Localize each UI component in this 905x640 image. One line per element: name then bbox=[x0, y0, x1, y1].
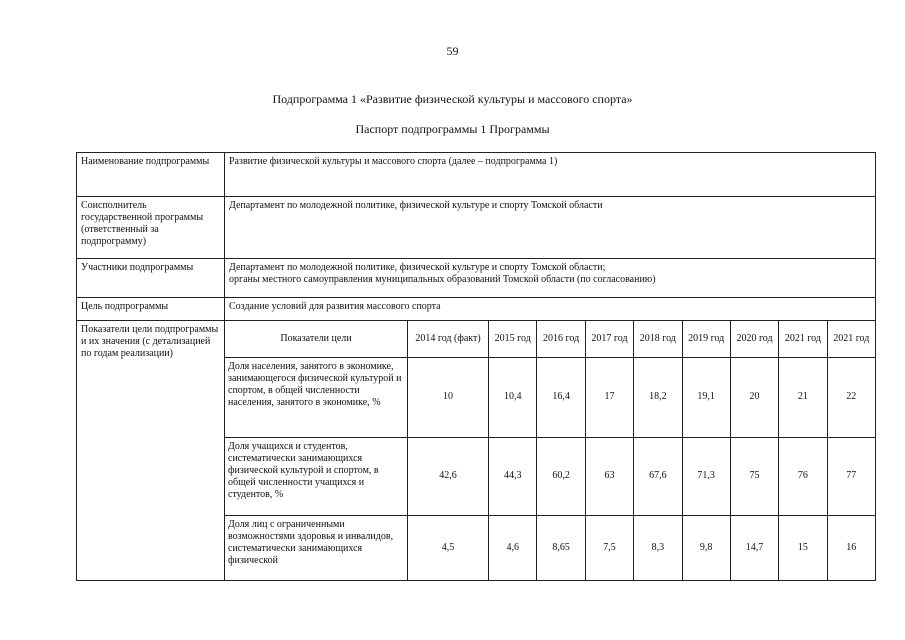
indicator-value: 77 bbox=[827, 437, 875, 515]
indicator-value: 17 bbox=[585, 357, 633, 437]
passport-row-goal bbox=[77, 298, 876, 321]
indicator-value: 10,4 bbox=[489, 357, 537, 437]
header-year: 2021 год bbox=[779, 321, 827, 357]
responsible-label: Соисполнитель государственной программы (ответственный за подпрограмму) bbox=[77, 197, 225, 259]
header-year: 2015 год bbox=[489, 321, 537, 357]
header-year: 2014 год (факт) bbox=[408, 321, 489, 357]
responsible-value: Департамент по молодежной политике, физической культуре и спорту Томской области bbox=[225, 197, 876, 259]
indicator-value: 8,65 bbox=[537, 515, 585, 580]
passport-row-name bbox=[77, 153, 876, 197]
indicator-value: 4,6 bbox=[489, 515, 537, 580]
indicator-name: Доля учащихся и студентов, систематически занимающихся физической культурой и спортом, в общей численности учащихся и студентов, % bbox=[225, 437, 408, 515]
indicators-table bbox=[225, 321, 875, 580]
participants-value-line-2: органы местного самоуправления муниципальных образований Томской области (по согласованию) bbox=[229, 274, 656, 285]
header-year: 2016 год bbox=[537, 321, 585, 357]
indicator-value: 16 bbox=[827, 515, 875, 580]
indicator-row bbox=[225, 357, 875, 437]
indicator-name: Доля населения, занятого в экономике, занимающегося физической культурой и спортом, в общей численности населения, занятого в экономике, % bbox=[225, 357, 408, 437]
indicator-value: 42,6 bbox=[408, 437, 489, 515]
indicator-value: 4,5 bbox=[408, 515, 489, 580]
indicator-value: 16,4 bbox=[537, 357, 585, 437]
indicator-value: 9,8 bbox=[682, 515, 730, 580]
indicator-value: 71,3 bbox=[682, 437, 730, 515]
indicator-value: 67,6 bbox=[634, 437, 682, 515]
passport-table bbox=[76, 152, 876, 581]
name-value: Развитие физической культуры и массового спорта (далее – подпрограмма 1) bbox=[225, 153, 876, 197]
indicator-value: 14,7 bbox=[730, 515, 778, 580]
header-year: 2019 год bbox=[682, 321, 730, 357]
indicator-row bbox=[225, 515, 875, 580]
page-number: 59 bbox=[446, 44, 459, 58]
indicator-value: 60,2 bbox=[537, 437, 585, 515]
header-year: 2017 год bbox=[585, 321, 633, 357]
indicator-value: 21 bbox=[779, 357, 827, 437]
passport-row-participants bbox=[77, 259, 876, 298]
indicator-value: 8,3 bbox=[634, 515, 682, 580]
goal-value: Создание условий для развития массового спорта bbox=[225, 298, 876, 321]
indicator-row bbox=[225, 437, 875, 515]
participants-label: Участники подпрограммы bbox=[77, 259, 225, 298]
passport-row-responsible bbox=[77, 197, 876, 259]
passport-title: Паспорт подпрограммы 1 Программы bbox=[355, 122, 550, 136]
indicator-value: 44,3 bbox=[489, 437, 537, 515]
subprogram-title: Подпрограмма 1 «Развитие физической культуры и массового спорта» bbox=[272, 92, 633, 106]
header-year: 2020 год bbox=[730, 321, 778, 357]
indicator-value: 76 bbox=[779, 437, 827, 515]
indicator-value: 20 bbox=[730, 357, 778, 437]
indicator-value: 63 bbox=[585, 437, 633, 515]
participants-value-line-1: Департамент по молодежной политике, физической культуре и спорту Томской области; bbox=[229, 262, 606, 273]
indicator-value: 15 bbox=[779, 515, 827, 580]
indicator-value: 18,2 bbox=[634, 357, 682, 437]
indicators-cell bbox=[225, 321, 876, 581]
indicator-value: 10 bbox=[408, 357, 489, 437]
indicator-value: 22 bbox=[827, 357, 875, 437]
name-label: Наименование подпрограммы bbox=[77, 153, 225, 197]
indicators-label: Показатели цели подпрограммы и их значения (с детализацией по годам реализации) bbox=[77, 321, 225, 581]
passport-row-indicators bbox=[77, 321, 876, 581]
indicator-value: 7,5 bbox=[585, 515, 633, 580]
header-year: 2018 год bbox=[634, 321, 682, 357]
indicator-value: 75 bbox=[730, 437, 778, 515]
goal-label: Цель подпрограммы bbox=[77, 298, 225, 321]
indicators-header-row bbox=[225, 321, 875, 357]
indicator-name-text: Доля лиц с ограниченными возможностями здоровья и инвалидов, систематически занимающихся физической bbox=[228, 518, 394, 566]
indicator-name bbox=[225, 515, 408, 580]
indicators-header-name: Показатели цели bbox=[225, 321, 408, 357]
header-year: 2021 год bbox=[827, 321, 875, 357]
participants-value bbox=[225, 259, 876, 298]
indicator-value: 19,1 bbox=[682, 357, 730, 437]
